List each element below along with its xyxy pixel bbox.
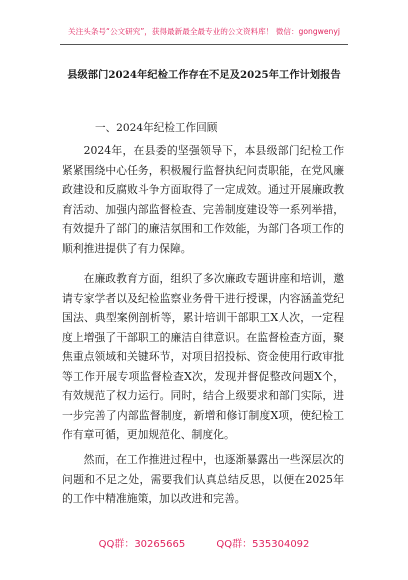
paragraph-3: 然而，在工作推进过程中，也逐渐暴露出一些深层次的问题和不足之处，需要我们认真总结反思，以便在2025年的工作中精准施策，加以改进和完善。 [62,453,344,505]
footer-qq-group-1: QQ群：30265665 [98,539,186,550]
paragraph-1: 2024年，在县委的坚强领导下，本县级部门纪检工作紧紧围绕中心任务，积极履行监督执纪问责职能，在党风廉政建设和反腐败斗争方面取得了一定成效。通过开展廉政教育活动、加强内部监督检查、完善制度建设等一系列举措，有效提升了部门的廉洁氛围和工作效能，为部门各项工作的顺利推进提供了有力保障。 [62,144,344,255]
paragraph-2: 在廉政教育方面，组织了多次廉政专题讲座和培训，邀请专家学者以及纪检监察业务骨干进行授课，内容涵盖党纪国法、典型案例剖析等，累计培训干部职工X人次，一定程度上增强了干部职工的廉洁自律意识。在监督检查方面，聚焦重点领域和关键环节，对项目招投标、资金使用行政审批等工作开展专项监督检查X次，发现并督促整改问题X个，有效规范了权力运行。同时，结合上级要求和部门实际，进一步完善了内部监督制度，新增和修订制度X项，使纪检工作有章可循，更加规范化、制度化。 [62,272,344,441]
section-heading: 一、2024年纪检工作回顾 [95,122,218,134]
footer-qq-group-2: QQ群：535304092 [216,539,310,550]
document-title: 县级部门2024年纪检工作存在不足及2025年工作计划报告 [67,69,341,81]
header-divider [60,44,348,45]
footer [0,535,408,550]
header-note: 关注头条号“公文研究”，获得最新最全最专业的公文资料库！ 微信：gongwenyj [68,27,340,36]
